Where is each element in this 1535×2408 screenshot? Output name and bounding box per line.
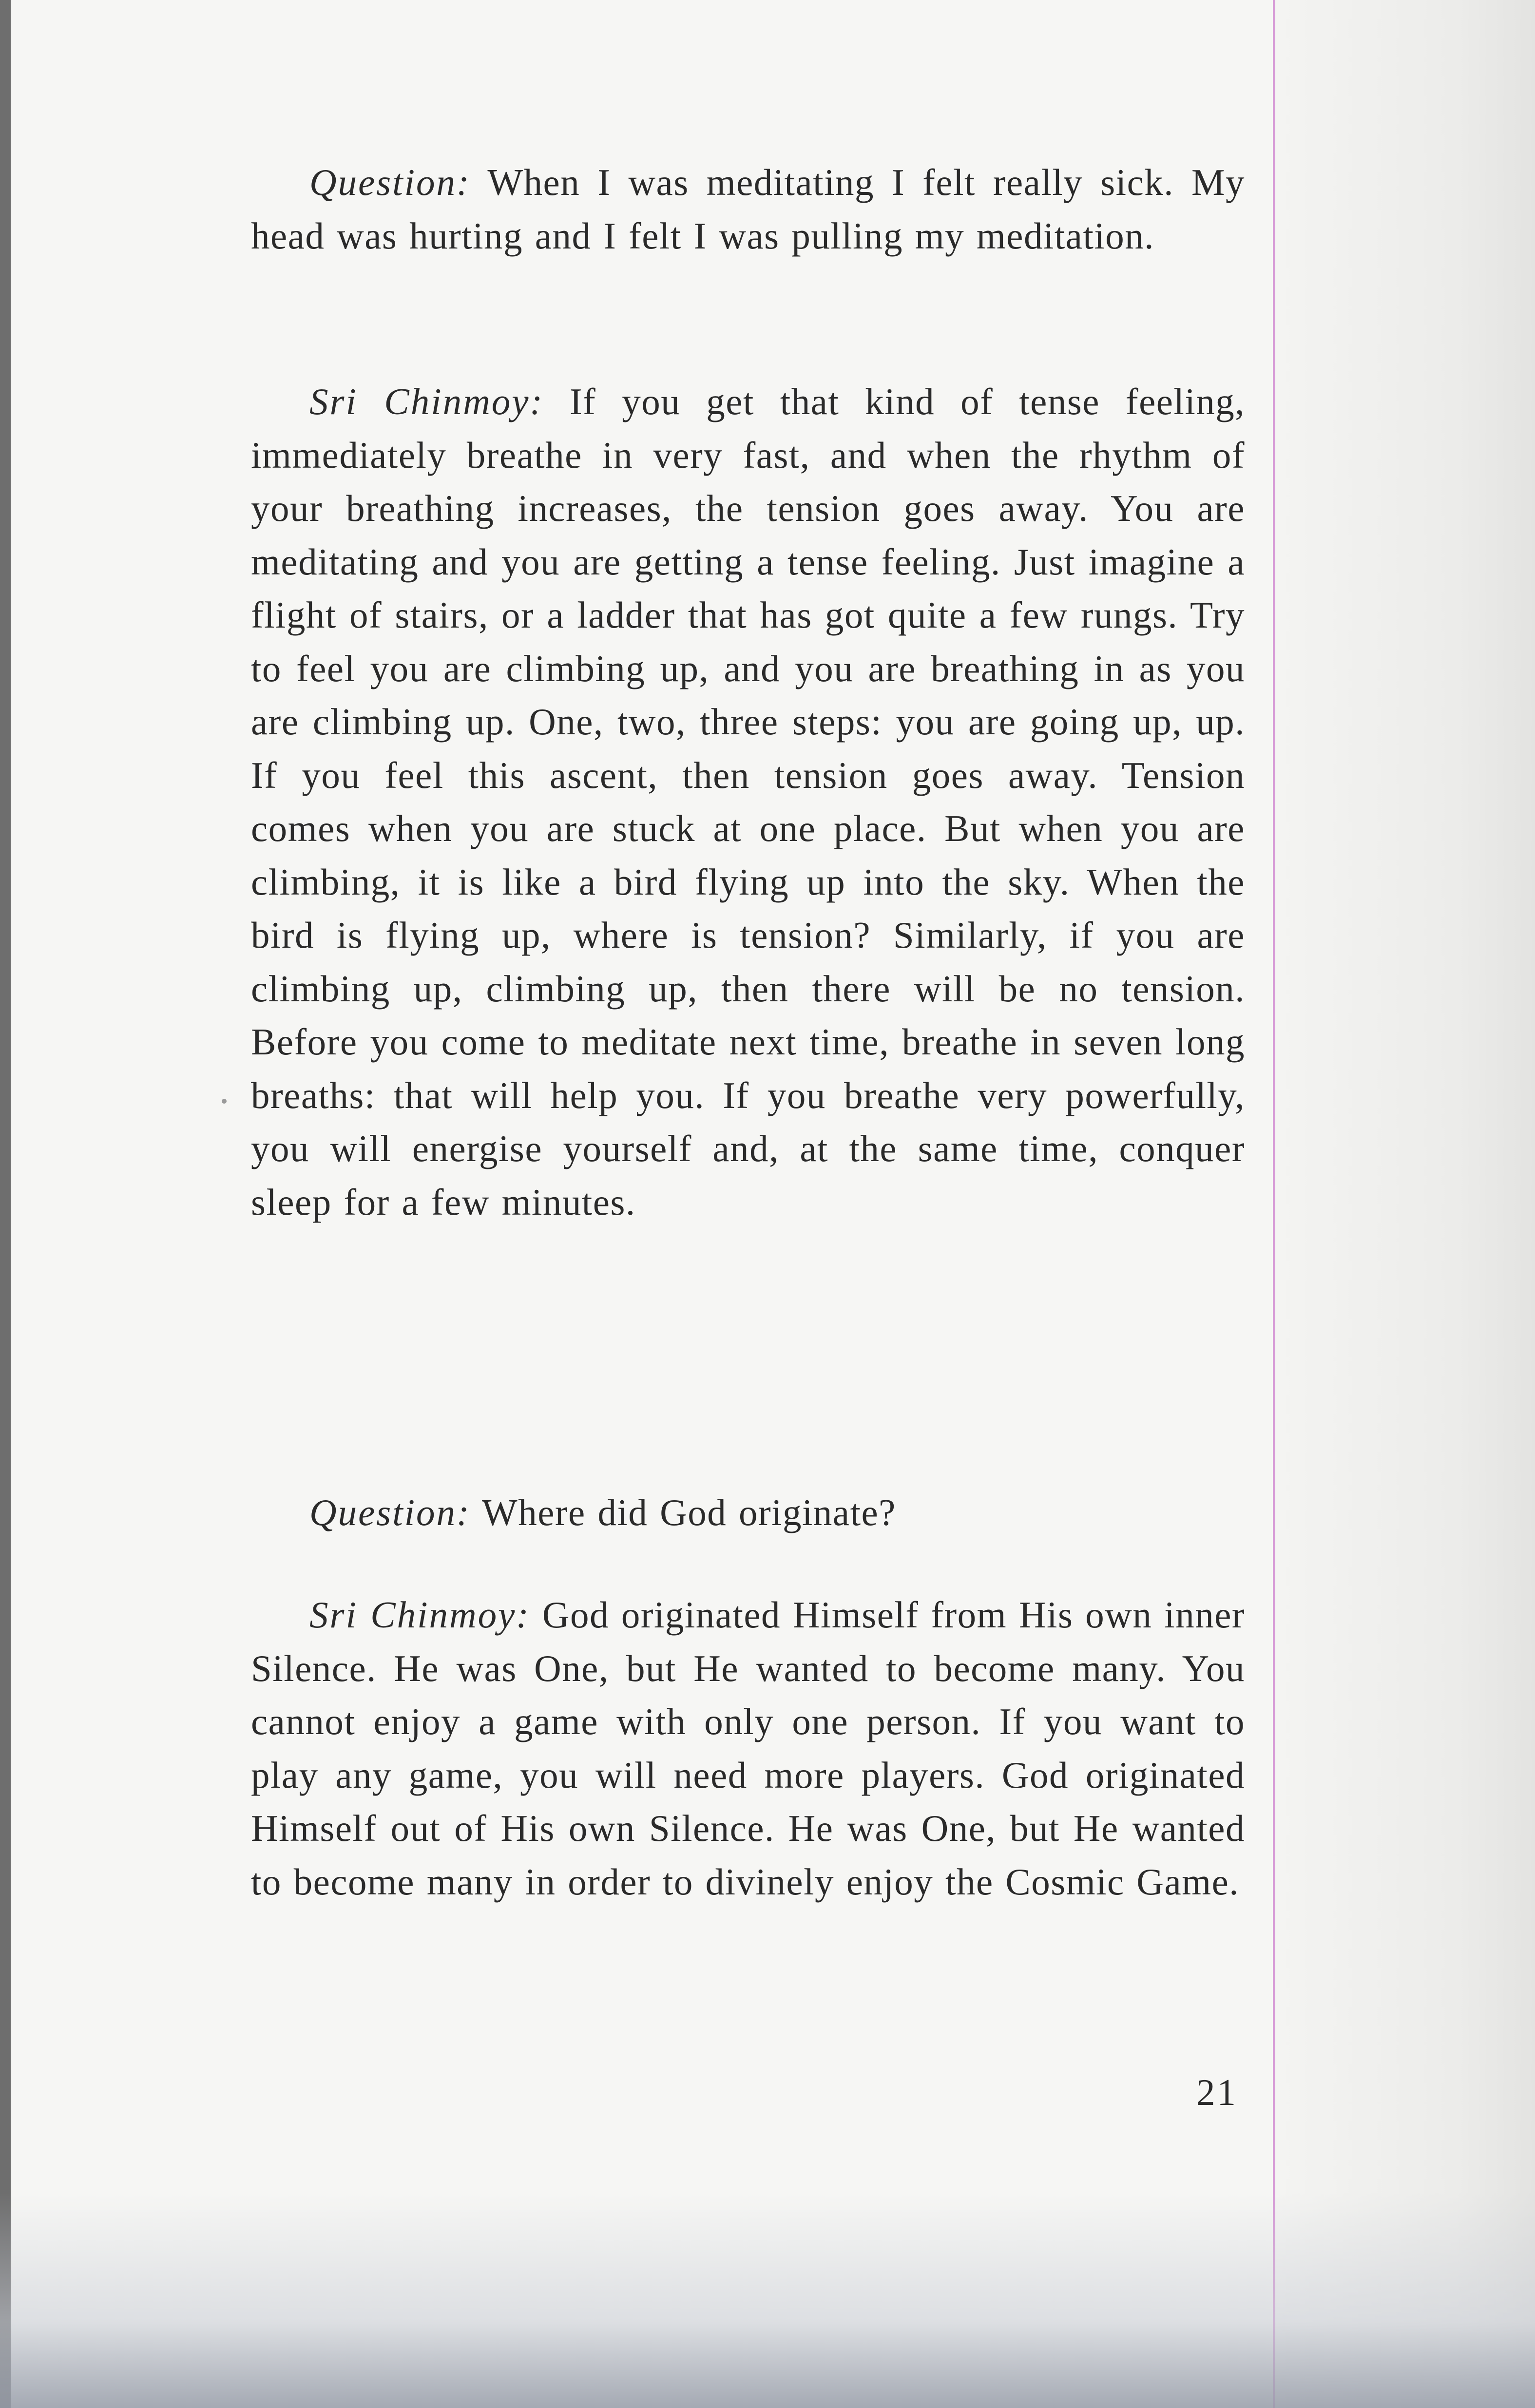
speaker-label: Sri Chinmoy:	[309, 381, 544, 422]
answer-2-paragraph	[251, 1588, 1245, 1909]
scan-shadow	[0, 2193, 1535, 2408]
answer-1	[251, 375, 1245, 1229]
margin-rule	[1273, 0, 1275, 2408]
question-1-paragraph	[251, 156, 1245, 263]
page-binding-edge	[0, 0, 11, 2408]
ink-speck	[222, 1099, 227, 1104]
page-number: 21	[1196, 2071, 1238, 2113]
question-1	[251, 156, 1245, 263]
answer-1-paragraph	[251, 375, 1245, 1229]
speaker-label: Sri Chinmoy:	[309, 1594, 530, 1636]
speaker-label: Question:	[309, 161, 471, 203]
question-2	[251, 1486, 1245, 1540]
speaker-label: Question:	[309, 1491, 471, 1533]
question-1-text: When I was meditating I felt really sick. My head was hurting and I felt I was pulling my meditation.	[251, 161, 1245, 257]
question-2-text: Where did God originate?	[482, 1491, 896, 1533]
answer-2	[251, 1588, 1245, 1909]
right-margin-strip	[1274, 0, 1535, 2408]
answer-1-text: If you get that kind of tense feeling, immediately breathe in very fast, and when the rhythm of your breathing increases, the tension goes away. You are meditating and you are getting a tense feeling. Just imagine a flight of stairs, or a ladder that has got quite a few rungs. Try to feel you are climbing up, and you are breathing in as you are climbing up. One, two, three steps: you are going up, up. If you feel this ascent, then tension goes away. Tension comes when you are stuck at one place. But when you are climbing, it is like a bird flying up into the sky. When the bird is flying up, where is tension? Similarly, if you are climbing up, climbing up, then there will be no tension. Before you come to meditate next time, breathe in seven long breaths: that will help you. If you breathe very powerfully, you will energise yourself and, at the same time, conquer sleep for a few minutes.	[251, 381, 1245, 1223]
answer-2-text: God originated Himself from His own inner Silence. He was One, but He wanted to become many. You cannot enjoy a game with only one person. If you want to play any game, you will need more players. God originated Himself out of His own Silence. He was One, but He wanted to become many in order to divinely enjoy the Cosmic Game.	[251, 1594, 1246, 1903]
question-2-paragraph	[251, 1486, 1245, 1540]
